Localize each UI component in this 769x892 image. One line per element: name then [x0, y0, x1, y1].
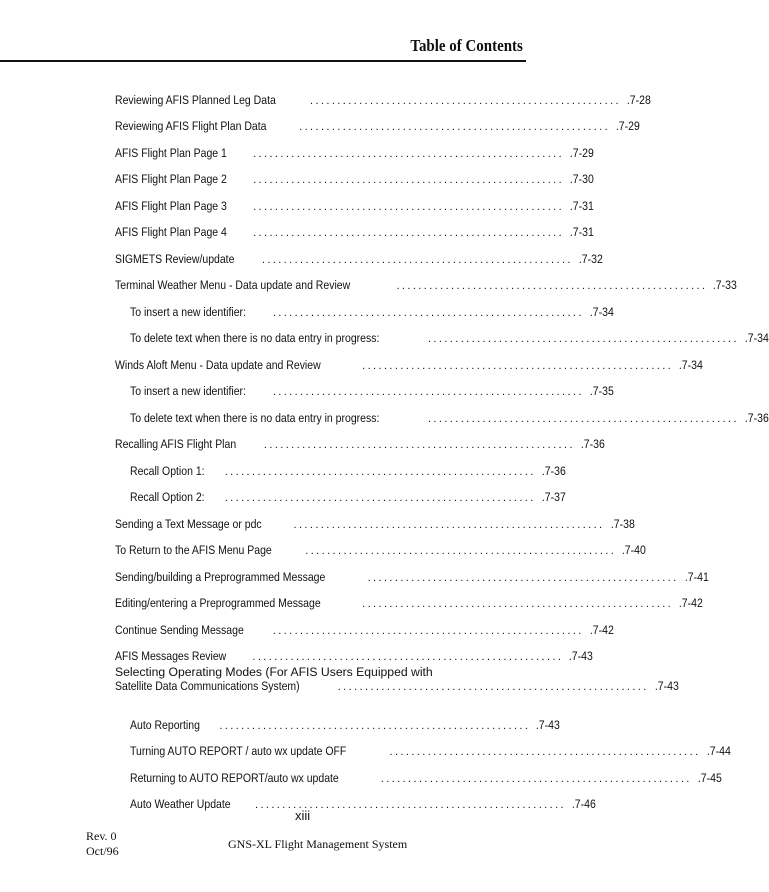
toc-entry[interactable]	[115, 372, 614, 399]
toc-entry[interactable]	[115, 107, 640, 134]
toc-entry-page: .7-36	[580, 437, 605, 451]
toc-entry[interactable]	[115, 345, 703, 372]
toc-entry[interactable]	[115, 663, 679, 705]
toc-entry-title: AFIS Flight Plan Page 3	[115, 198, 227, 213]
toc-entry[interactable]	[115, 478, 566, 505]
dot-leader: .........................................................	[427, 333, 739, 345]
toc-entry-page: .7-34	[744, 331, 769, 345]
toc-entry-page: .7-40	[622, 543, 647, 557]
toc-entry-title: Continue Sending Message	[115, 622, 244, 637]
table-of-contents	[115, 80, 769, 811]
dot-leader: .........................................................	[224, 465, 536, 478]
dot-leader: .........................................................	[253, 147, 565, 160]
toc-entry-page: .7-42	[589, 622, 614, 637]
revision-label: Rev. 0	[86, 829, 117, 843]
dot-leader: .........................................................	[367, 571, 679, 584]
toc-entry-title: Sending a Text Message or pdc	[115, 516, 262, 531]
toc-entry-page: .7-30	[569, 172, 594, 186]
dot-leader: .........................................................	[305, 545, 617, 557]
dot-leader: .........................................................	[293, 518, 605, 531]
toc-entry-title: Reviewing AFIS Planned Leg Data	[115, 92, 276, 107]
toc-entry-title: Recalling AFIS Flight Plan	[115, 437, 237, 451]
toc-entry-page: .7-36	[744, 410, 769, 425]
toc-entry-page: .7-29	[569, 145, 594, 160]
toc-entry[interactable]	[115, 785, 596, 812]
toc-entry[interactable]	[115, 160, 594, 187]
dot-leader: .........................................................	[224, 492, 536, 504]
toc-entry[interactable]	[115, 451, 566, 478]
dot-leader: .........................................................	[219, 719, 531, 732]
toc-entry[interactable]	[115, 186, 594, 213]
toc-entry-title: AFIS Flight Plan Page 4	[115, 225, 227, 239]
toc-entry[interactable]	[115, 531, 647, 558]
dot-leader: .........................................................	[272, 386, 584, 398]
toc-entry-page: .7-28	[626, 92, 651, 107]
toc-entry-title: Terminal Weather Menu - Data update and Review	[115, 278, 351, 292]
dot-leader: .........................................................	[252, 651, 564, 663]
toc-entry-title: AFIS Flight Plan Page 1	[115, 145, 227, 160]
toc-entry-page: .7-38	[610, 516, 635, 531]
toc-entry-page: .7-46	[571, 797, 596, 811]
toc-entry-page: .7-31	[569, 198, 594, 213]
toc-entry-page: .7-41	[684, 569, 709, 584]
toc-entry-page: .7-29	[616, 119, 640, 133]
dot-leader: .........................................................	[263, 439, 575, 451]
toc-entry-title: To Return to the AFIS Menu Page	[115, 543, 272, 557]
toc-entry-title: Auto Reporting	[130, 717, 200, 732]
dot-leader: .........................................................	[272, 306, 584, 319]
toc-entry[interactable]	[115, 133, 594, 160]
toc-entry[interactable]	[115, 213, 594, 240]
dot-leader: .........................................................	[272, 624, 584, 637]
toc-entry-title: To delete text when there is no data entry in progress:	[130, 331, 380, 345]
dot-leader: .........................................................	[396, 280, 708, 292]
toc-entry[interactable]	[115, 504, 635, 531]
toc-entry[interactable]	[115, 705, 561, 732]
dot-leader: .........................................................	[253, 200, 565, 213]
toc-entry-page: .7-37	[541, 490, 566, 504]
toc-entry-title: Winds Aloft Menu - Data update and Review	[115, 357, 321, 372]
toc-entry-title: AFIS Messages Review	[115, 649, 227, 663]
toc-entry-page: .7-31	[569, 225, 594, 239]
toc-entry-title: Editing/entering a Preprogrammed Message	[115, 596, 321, 610]
toc-entry-page: .7-42	[679, 596, 703, 610]
toc-entry[interactable]	[115, 557, 709, 584]
toc-entry[interactable]	[115, 584, 703, 611]
dot-leader: .........................................................	[253, 227, 565, 239]
document-title: GNS-XL Flight Management System	[228, 837, 408, 851]
toc-entry-title: To insert a new identifier:	[130, 304, 246, 319]
dot-leader: .........................................................	[427, 412, 739, 425]
toc-entry[interactable]	[115, 239, 603, 266]
dot-leader: .........................................................	[362, 359, 674, 372]
toc-entry[interactable]	[115, 319, 769, 346]
dot-leader: .........................................................	[310, 94, 622, 107]
dot-leader: .........................................................	[299, 121, 611, 133]
toc-entry-page: .7-44	[706, 744, 731, 758]
toc-entry-title: Auto Weather Update	[130, 797, 231, 811]
dot-leader: .........................................................	[337, 681, 649, 693]
toc-entry-page: .7-43	[654, 679, 679, 693]
toc-entry[interactable]	[115, 732, 731, 759]
toc-entry-title: To insert a new identifier:	[130, 384, 246, 398]
toc-entry[interactable]	[115, 80, 651, 107]
toc-entry[interactable]	[115, 637, 594, 664]
dot-leader: .........................................................	[261, 253, 573, 266]
dot-leader: .........................................................	[380, 772, 692, 785]
toc-entry-title: SIGMETS Review/update	[115, 251, 235, 266]
toc-entry-page: .7-32	[578, 251, 603, 266]
revision-date: Oct/96	[86, 844, 119, 858]
toc-entry-title: Recall Option 2:	[130, 490, 205, 504]
revision-block	[86, 829, 119, 859]
dot-leader: .........................................................	[389, 746, 701, 758]
toc-entry-title: Returning to AUTO REPORT/auto wx update	[130, 770, 339, 785]
toc-entry-page: .7-43	[569, 649, 594, 663]
toc-entry-title: Turning AUTO REPORT / auto wx update OFF	[130, 744, 347, 758]
toc-entry-title: Recall Option 1:	[130, 463, 205, 478]
dot-leader: .........................................................	[362, 598, 674, 610]
toc-entry-title-line2: Satellite Data Communications System)	[115, 679, 300, 693]
toc-entry-page: .7-45	[697, 770, 722, 785]
toc-entry-page: .7-33	[713, 278, 738, 292]
toc-entry-page: .7-34	[679, 357, 703, 372]
dot-leader: .........................................................	[253, 174, 565, 186]
dot-leader: .........................................................	[254, 799, 566, 811]
toc-entry-title-line1: Selecting Operating Modes (For AFIS Users Equipped with	[115, 665, 433, 679]
toc-entry-page: .7-35	[589, 384, 614, 398]
page-header-title: Table of Contents	[410, 36, 523, 55]
toc-entry[interactable]	[115, 292, 614, 319]
toc-entry-page: .7-34	[589, 304, 614, 319]
toc-entry-title: To delete text when there is no data entry in progress:	[130, 410, 380, 425]
toc-entry-title: AFIS Flight Plan Page 2	[115, 172, 227, 186]
page-number: xiii	[295, 808, 311, 823]
header-divider	[0, 60, 526, 62]
toc-entry[interactable]	[115, 425, 605, 452]
toc-entry[interactable]	[115, 266, 738, 293]
toc-entry-title: Reviewing AFIS Flight Plan Data	[115, 119, 267, 133]
toc-entry-page: .7-36	[541, 463, 566, 478]
toc-entry-title: Sending/building a Preprogrammed Message	[115, 569, 326, 584]
toc-entry[interactable]	[115, 610, 614, 637]
toc-entry[interactable]	[115, 398, 769, 425]
toc-entry[interactable]	[115, 758, 722, 785]
toc-entry-page: .7-43	[536, 717, 561, 732]
